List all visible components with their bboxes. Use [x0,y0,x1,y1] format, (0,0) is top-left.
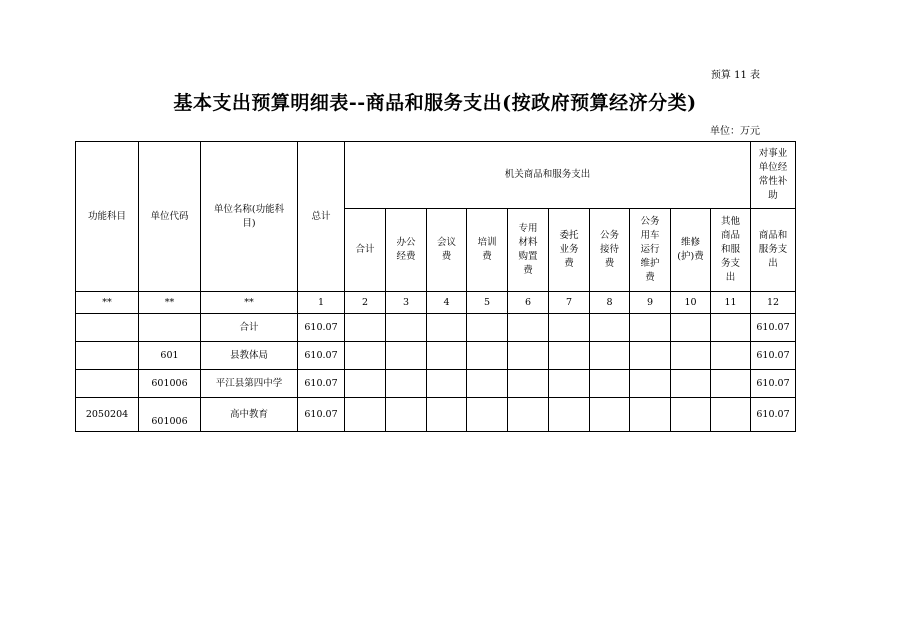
index-cell: ** [76,292,139,314]
func-cell: 2050204 [76,398,139,432]
func-cell [76,370,139,398]
col-header-last-bottom-text: 商品和服务支出 [758,230,788,269]
empty-cell [345,398,386,432]
col-header-group: 机关商品和服务支出 [345,142,751,209]
index-cell: 2 [345,292,386,314]
last-cell: 610.07 [751,314,796,342]
empty-cell [345,370,386,398]
last-cell: 610.07 [751,342,796,370]
sub-header-4 [467,209,508,292]
index-cell: ** [139,292,201,314]
empty-cell [386,314,427,342]
empty-cell [345,342,386,370]
sub-header-7 [590,209,630,292]
table-number: 预算 11 表 [710,70,760,81]
sub-header-10-text: 其他商品和服务支出 [720,216,740,283]
empty-cell [671,314,711,342]
index-cell: 1 [298,292,345,314]
empty-cell [467,370,508,398]
unit-label: 单位：万元 [710,126,760,137]
table-row [76,370,796,398]
empty-cell [345,314,386,342]
sub-header-2-text: 办公经费 [396,237,416,262]
sub-header-7-text: 公务接待费 [599,230,619,269]
func-cell [76,314,139,342]
sub-header-9-text: 维修(护)费 [677,237,704,262]
last-cell: 610.07 [751,370,796,398]
sub-header-2 [386,209,427,292]
code-cell: 601 [139,342,201,370]
empty-cell [508,398,549,432]
page-title: 基本支出预算明细表--商品和服务支出(按政府预算经济分类) [173,92,697,114]
empty-cell [427,398,467,432]
empty-cell [630,342,671,370]
empty-cell [427,342,467,370]
col-header-last-top-text: 对事业单位经常性补助 [758,148,788,201]
empty-cell [590,314,630,342]
col-header-last-top [751,142,796,209]
index-cell: 10 [671,292,711,314]
table-row [76,398,796,432]
col-header-total: 总计 [298,142,345,292]
empty-cell [711,370,751,398]
empty-cell [711,398,751,432]
empty-cell [427,314,467,342]
sub-header-1-text: 合计 [355,244,375,255]
sub-header-10 [711,209,751,292]
index-row [76,292,796,314]
index-cell: 9 [630,292,671,314]
name-cell: 合计 [201,314,298,342]
index-cell: 4 [427,292,467,314]
budget-table [75,141,796,432]
col-header-last-bottom [751,209,796,292]
index-cell: ** [201,292,298,314]
index-cell: 12 [751,292,796,314]
empty-cell [427,370,467,398]
empty-cell [711,314,751,342]
empty-cell [386,398,427,432]
empty-cell [549,314,590,342]
empty-cell [549,370,590,398]
name-cell: 高中教育 [201,398,298,432]
sub-header-4-text: 培训费 [477,237,497,262]
empty-cell [508,370,549,398]
empty-cell [630,370,671,398]
empty-cell [467,314,508,342]
empty-cell [549,342,590,370]
sub-header-8 [630,209,671,292]
table-row [76,342,796,370]
table-row [76,314,796,342]
sub-header-5-text: 专用材料购置费 [518,223,538,276]
empty-cell [671,398,711,432]
empty-cell [467,342,508,370]
index-cell: 11 [711,292,751,314]
code-cell [139,314,201,342]
col-header-unit-name [201,142,298,292]
index-cell: 7 [549,292,590,314]
last-cell: 610.07 [751,398,796,432]
empty-cell [386,370,427,398]
header-row-1 [76,142,796,209]
col-header-unit-name-text: 单位名称(功能科目) [213,203,285,229]
col-header-func-subject: 功能科目 [76,142,139,292]
empty-cell [590,398,630,432]
empty-cell [590,370,630,398]
sub-header-8-text: 公务用车运行维护费 [640,216,660,283]
func-cell [76,342,139,370]
empty-cell [671,370,711,398]
empty-cell [590,342,630,370]
sub-header-1 [345,209,386,292]
empty-cell [508,314,549,342]
total-cell: 610.07 [298,398,345,432]
sub-header-3 [427,209,467,292]
empty-cell [711,342,751,370]
name-cell: 平江县第四中学 [201,370,298,398]
empty-cell [549,398,590,432]
sub-header-3-text: 会议费 [436,237,456,262]
total-cell: 610.07 [298,314,345,342]
index-cell: 6 [508,292,549,314]
empty-cell [386,342,427,370]
index-cell: 5 [467,292,508,314]
code-cell: 601006 [139,398,201,432]
sub-header-9 [671,209,711,292]
name-cell: 县教体局 [201,342,298,370]
sub-header-6 [549,209,590,292]
sub-header-5 [508,209,549,292]
empty-cell [671,342,711,370]
empty-cell [630,398,671,432]
empty-cell [508,342,549,370]
index-cell: 3 [386,292,427,314]
empty-cell [467,398,508,432]
col-header-unit-code: 单位代码 [139,142,201,292]
index-cell: 8 [590,292,630,314]
code-cell: 601006 [139,370,201,398]
total-cell: 610.07 [298,342,345,370]
sub-header-6-text: 委托业务费 [559,230,579,269]
total-cell: 610.07 [298,370,345,398]
empty-cell [630,314,671,342]
